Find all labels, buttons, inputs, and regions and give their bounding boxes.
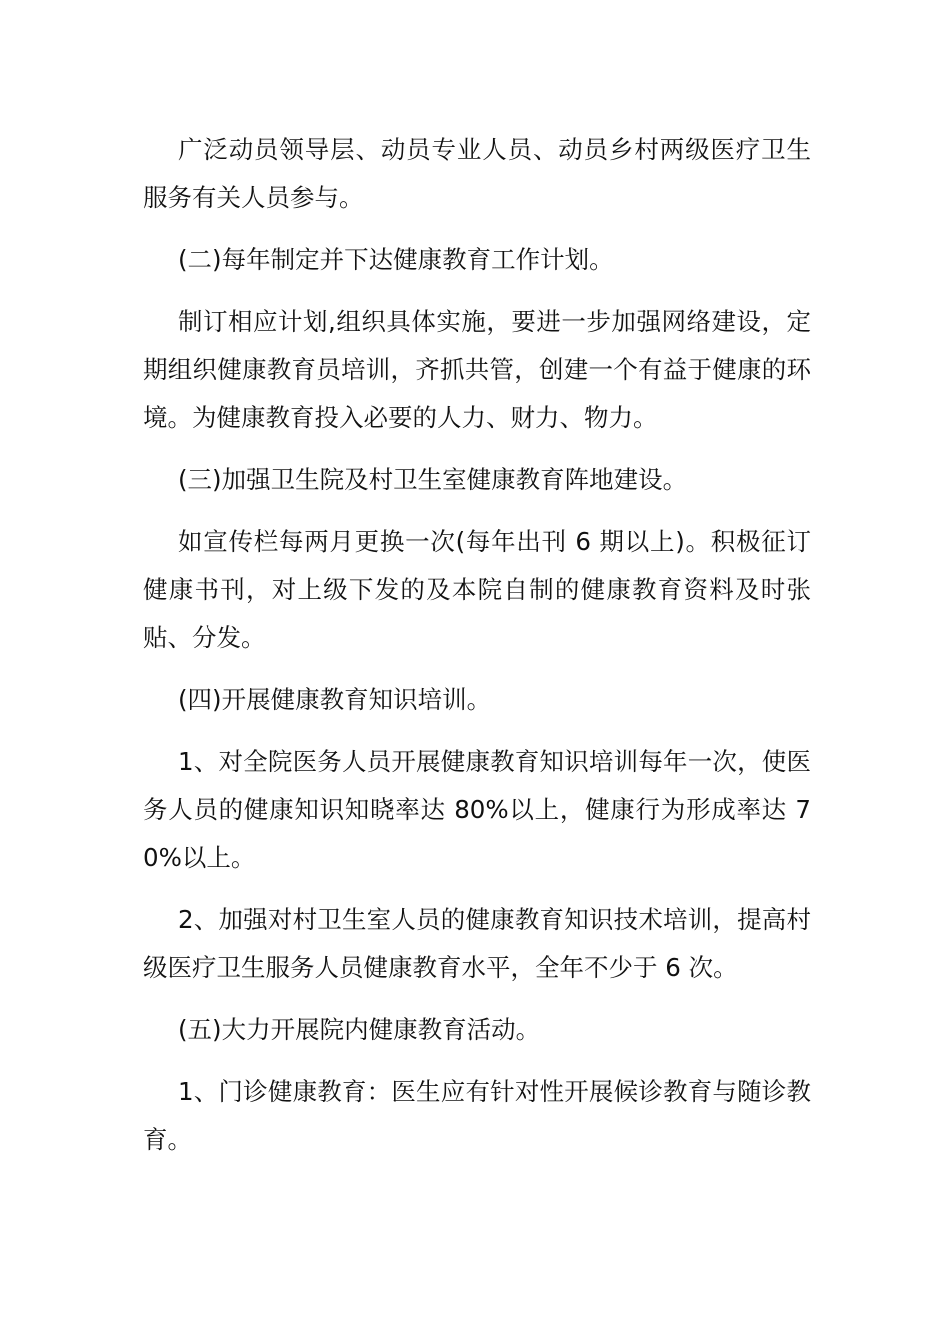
document-body [143,126,811,1178]
heading-in-hospital-activities: (五)大力开展院内健康教育活动。 [178,1015,541,1044]
heading-annual-plan: (二)每年制定并下达健康教育工作计划。 [178,245,614,274]
paragraph-bulletin-board: 如宣传栏每两月更换一次(每年出刊 6 期以上)。积极征订健康书刊，对上级下发的及本院自制的健康教育资料及时张贴、分发。 [143,527,811,652]
paragraph-staff-training: 1、对全院医务人员开展健康教育知识培训每年一次，使医务人员的健康知识知晓率达 80%以上，健康行为形成率达 70%以上。 [143,747,811,872]
paragraph-village-clinic-training: 2、加强对村卫生室人员的健康教育知识技术培训，提高村级医疗卫生服务人员健康教育水平，全年不少于 6 次。 [143,905,811,982]
heading-knowledge-training: (四)开展健康教育知识培训。 [178,685,492,714]
paragraph-plan-details: 制订相应计划,组织具体实施，要进一步加强网络建设，定期组织健康教育员培训，齐抓共管，创建一个有益于健康的环境。为健康教育投入必要的人力、财力、物力。 [143,307,811,432]
paragraph-outpatient-education: 1、门诊健康教育：医生应有针对性开展候诊教育与随诊教育。 [143,1077,811,1154]
paragraph-mobilization: 广泛动员领导层、动员专业人员、动员乡村两级医疗卫生服务有关人员参与。 [143,135,811,212]
heading-facility-construction: (三)加强卫生院及村卫生室健康教育阵地建设。 [178,465,688,494]
